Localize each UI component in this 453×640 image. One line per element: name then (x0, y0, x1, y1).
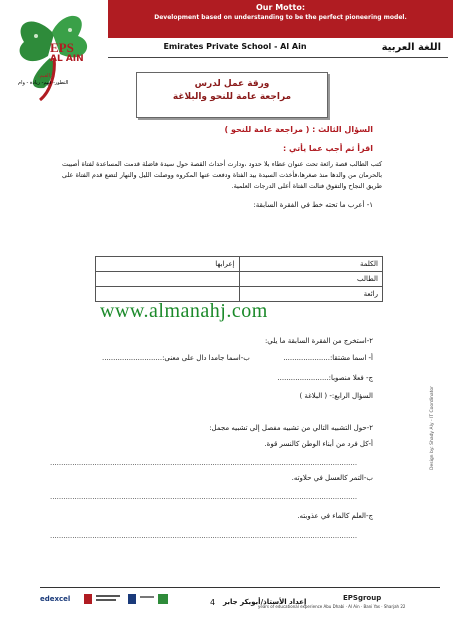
table-header-word: الكلمة (239, 257, 383, 272)
reading-paragraph: كتب الطالب قصة رائعة تحت عنوان عطاء بلا حدود ،ودارت أحداث القصة حول سيدة فاضلة قدمت المساعدة لفتاة أصيبت بالحرمان من والدها منذ صغرها،فأخذت السيدة بيد الفتاة ودفعت عنها المكروه ووصلت الليل والنهار لتضع قدم الفتاة على طريق النجاح والتفوق فنالت الفتاة أعلى الدرجات العلمية. (62, 160, 382, 190)
answer-line-b[interactable]: .......................................................................................................................................... (50, 493, 358, 501)
watermark: www.almanahj.com (100, 300, 268, 322)
edexcel-logo: edexcel (40, 595, 71, 603)
parsing-table (95, 256, 383, 302)
designer-credit: Design by: Shady Aly - IT Coordinator (430, 385, 435, 470)
eps-tagline: 22 years of educational experience Abu Dhabi · Al Ain · Bani Yas · Sharjah (258, 604, 406, 609)
worksheet-title-line1: ورقة عمل لدرس (194, 79, 270, 89)
motto-text: Development based on understanding to be the perfect pioneering model. (154, 14, 407, 21)
q2b-abstract-noun[interactable]: ب-اسما جامدا دال على معنى:........................... (102, 354, 250, 362)
table-header-parse: إعرابها (96, 257, 240, 272)
table-header-row (96, 257, 383, 272)
read-prompt: اقرأ ثم أجب عما يأتي : (282, 144, 373, 153)
eps-group-logo: EPSgroup (343, 594, 382, 602)
simile-c: ج-العلم كالماء في عذوبته. (297, 512, 373, 520)
motto-title: Our Motto: (255, 3, 306, 12)
answer-line-c[interactable]: .......................................................................................................................................... (50, 532, 358, 540)
motto-banner (108, 0, 453, 38)
question3-heading: السؤال الثالث : ( مراجعة عامة للنحو ) (224, 125, 373, 134)
partner-logos-icon (82, 592, 172, 606)
header-divider (108, 57, 448, 58)
page-number: 4 (210, 598, 216, 607)
footer-divider (40, 587, 440, 588)
simile-a: أ-كل فرد من أبناء الوطن كالنسر قوة. (264, 440, 373, 448)
prepared-by: إعداد الأستاذ/أبوبكر جابر (223, 598, 307, 606)
logo-values-title: القيم: (38, 73, 50, 79)
q2-instruction: ٢-استخرج من الفقرة السابقة ما يلي: (264, 337, 373, 345)
logo-alain: AL AIN (50, 54, 84, 64)
worksheet-title-box (136, 72, 328, 118)
logo-eps: EPS (50, 40, 74, 55)
logo-values: التطور- فهم- ريادة - وام (18, 80, 69, 86)
q4-simile-instruction: ٢-حول التشبيه التالي من تشبيه مفصل إلى تشبيه مجمل: (209, 424, 373, 432)
q2a-derived-noun[interactable]: أ- اسما مشتقا:..................... (283, 354, 373, 362)
worksheet-title-line2: مراجعة عامة للنحو والبلاغة (172, 92, 292, 102)
answer-line-a[interactable]: .......................................................................................................................................... (50, 459, 358, 467)
table-cell-word: رائعة (239, 287, 383, 302)
subject-title: اللغة العربية (381, 42, 441, 53)
question4-heading: السؤال الرابع:- ( البلاغة ) (299, 392, 373, 400)
table-cell-word: الطالب (239, 272, 383, 287)
table-row (96, 272, 383, 287)
school-name: Emirates Private School - Al Ain (163, 42, 307, 51)
q1-parse-instruction: ١- أعرب ما تحته خط في الفقرة السابقة: (253, 201, 373, 209)
simile-b: ب-التمر كالعسل في حلاوته. (291, 474, 373, 482)
table-cell-parse[interactable] (96, 272, 240, 287)
q2c-subjunctive-verb[interactable]: ج- فعلا منصوبا:....................... (277, 374, 373, 382)
